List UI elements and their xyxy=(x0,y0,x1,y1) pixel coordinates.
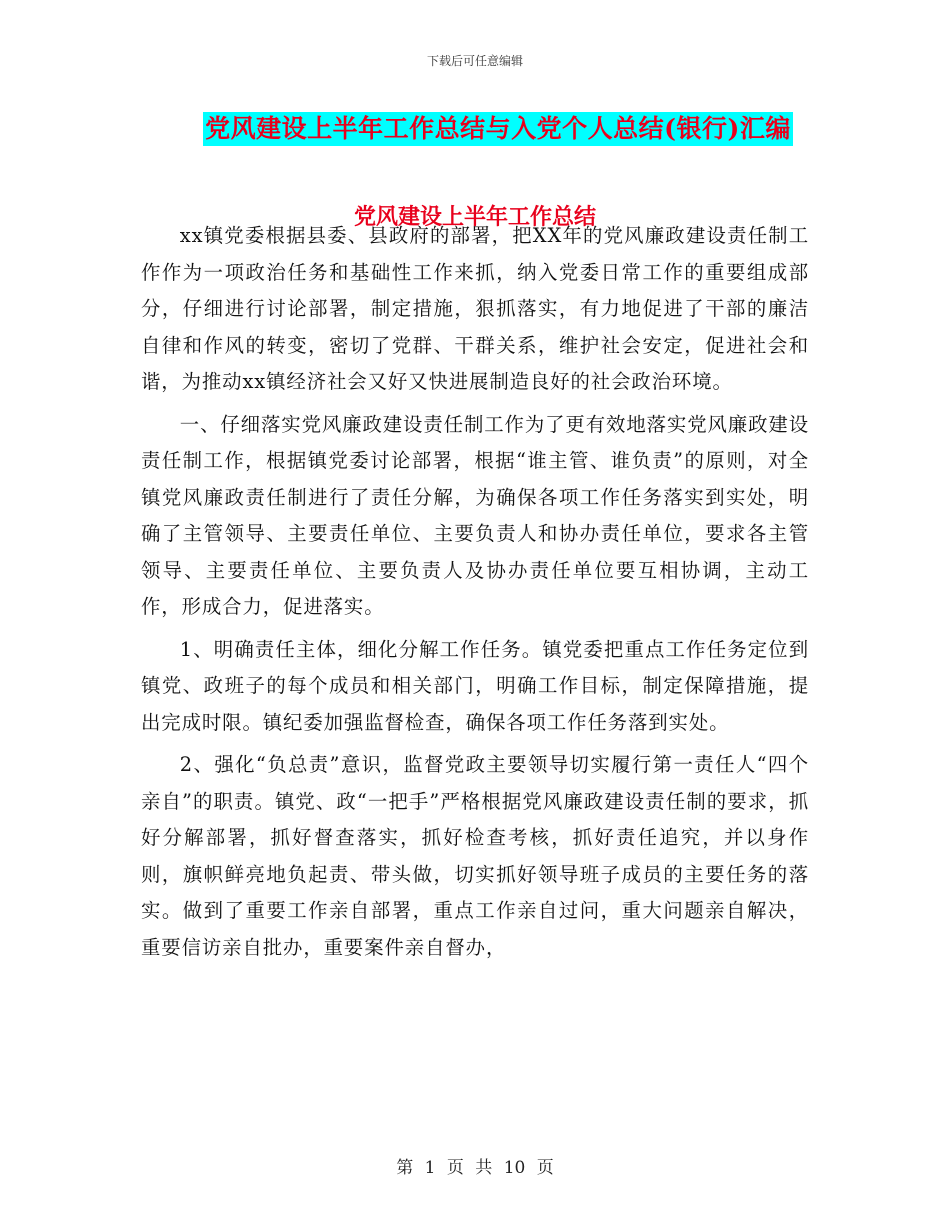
paragraph: xx镇党委根据县委、县政府的部署，把XX年的党风廉政建设责任制工作作为一项政治任务和基础性工作来抓，纳入党委日常工作的重要组成部分，仔细进行讨论部署，制定措施，狠抓落实，有力地促进了干部的廉洁自律和作风的转变，密切了党群、干群关系，维护社会安定，促进社会和谐，为推动xx镇经济社会又好又快进展制造良好的社会政治环境。 xyxy=(141,224,809,393)
paragraph: 一、仔细落实党风廉政建设责任制工作为了更有效地落实党风廉政建设责任制工作，根据镇党委讨论部署，根据“谁主管、谁负责”的原则，对全镇党风廉政责任制进行了责任分解，为确保各项工作任务落实到实处，明确了主管领导、主要责任单位、主要负责人和协办责任单位，要求各主管领导、主要责任单位、主要负责人及协办责任单位要互相协调，主动工作，形成合力，促进落实。 xyxy=(141,412,809,618)
paragraph: 1、明确责任主体，细化分解工作任务。镇党委把重点工作任务定位到镇党、政班子的每个成员和相关部门，明确工作目标，制定保障措施，提出完成时限。镇纪委加强监督检查，确保各项工作任务落到实处。 xyxy=(141,637,809,734)
section-title: 党风建设上半年工作总结 xyxy=(353,204,596,230)
document-title: 党风建设上半年工作总结与入党个人总结(银行)汇编 xyxy=(203,112,793,146)
paragraph: 2、强化“负总责”意识，监督党政主要领导切实履行第一责任人“四个亲自”的职责。镇党、政“一把手”严格根据党风廉政建设责任制的要求，抓好分解部署，抓好督查落实，抓好检查考核，抓好责任追究，并以身作则，旗帜鲜亮地负起责、带头做，切实抓好领导班子成员的主要任务的落实。做到了重要工作亲自部署，重点工作亲自过问，重大问题亲自解决，重要信访亲自批办，重要案件亲自督办， xyxy=(141,753,809,959)
header-note: 下载后可任意编辑 xyxy=(426,54,523,68)
document-body xyxy=(141,218,809,972)
page-number-footer: 第 1 页 共 10 页 xyxy=(396,1158,554,1178)
document-title-container xyxy=(0,112,950,146)
